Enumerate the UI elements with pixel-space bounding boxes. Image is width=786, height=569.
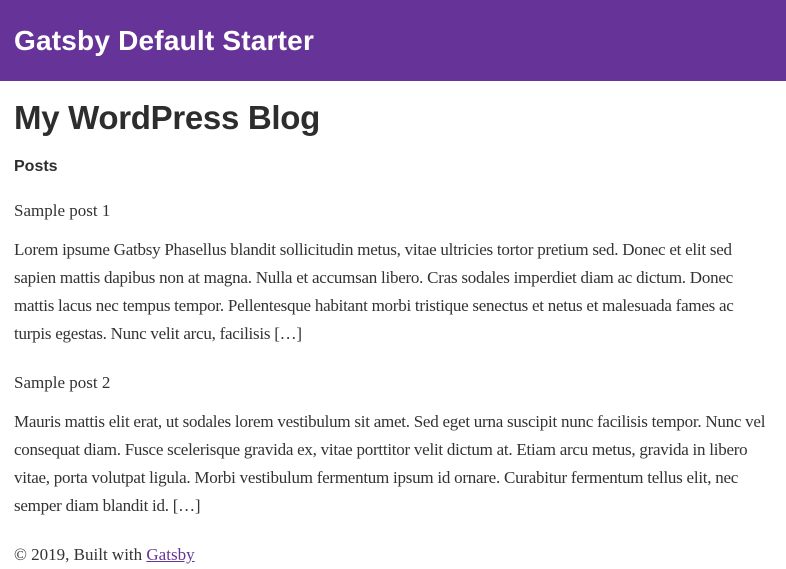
site-header <box>0 0 786 81</box>
site-title-link[interactable]: Gatsby Default Starter <box>14 25 315 56</box>
post-item <box>14 197 772 348</box>
post-excerpt: Mauris mattis elit erat, ut sodales lorem vestibulum sit amet. Sed eget urna suscipit nunc facilisis tempor. Nunc vel consequat diam. Fusce scelerisque gravida ex, vitae porttitor velit dictum at. Etiam arcu metus, gravida in libero vitae, porta volutpat ligula. Morbi vestibulum fermentum ipsum id ornare. Curabitur fermentum tellus elit, nec semper diam blandit id. […] <box>14 412 766 515</box>
gatsby-link[interactable]: Gatsby <box>146 545 195 564</box>
main-content <box>0 81 786 520</box>
site-header-inner <box>0 0 786 81</box>
site-footer <box>0 541 786 569</box>
post-excerpt: Lorem ipsume Gatbsy Phasellus blandit sollicitudin metus, vitae ultricies tortor pretium sed. Donec et elit sed sapien mattis dapibus non at magna. Nulla et accumsan libero. Cras sodales imperdiet diam ac dictum. Donec mattis lacus nec tempus tempor. Pellentesque habitant morbi tristique senectus et netus et malesuada fames ac turpis egestas. Nunc velit arcu, facilisis […] <box>14 240 734 343</box>
page-title: My WordPress Blog <box>14 99 321 136</box>
post-item <box>14 369 772 520</box>
post-title: Sample post 1 <box>14 201 111 220</box>
site-title-heading <box>14 21 772 58</box>
copyright-text: © 2019, Built with <box>14 545 147 564</box>
posts-section-heading: Posts <box>14 158 58 175</box>
post-title: Sample post 2 <box>14 373 111 392</box>
